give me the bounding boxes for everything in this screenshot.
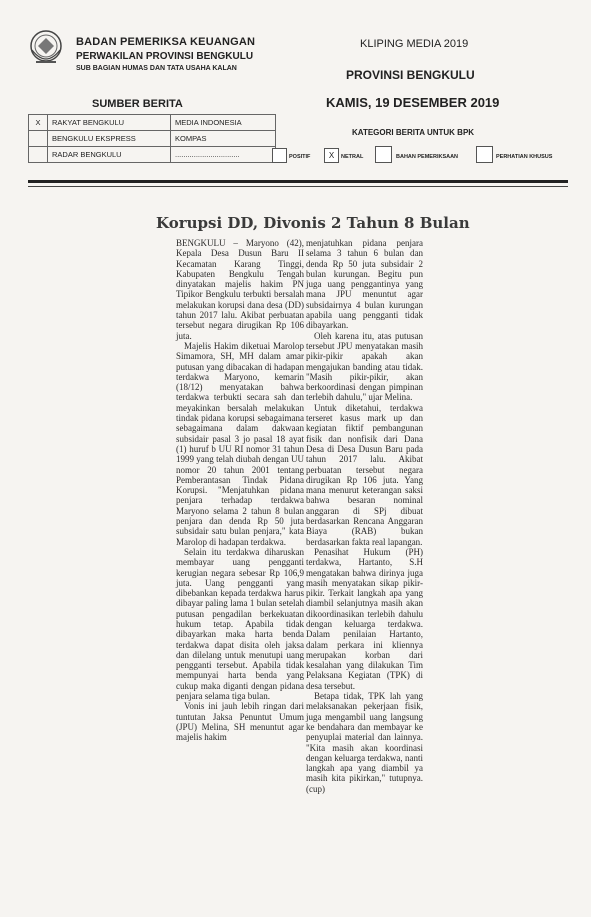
article-paragraph: BENGKULU – Maryono (42), Kepala Desa Dusun Baru II Kecamatan Karang Tinggi, Kabupaten Bengkulu Tengah dinyatakan majelis hakim PN Tipikor Bengkulu terbukti bersalah melakukan korupsi dana desa (DD) tahun 2017 lalu. Akibat perbuatan tersebut negara dirugikan Rp 106 juta. [176,238,304,341]
source-row [29,115,276,131]
article-paragraph: menjatuhkan pidana penjara selama 3 tahun 6 bulan dan denda Rp 50 juta subsidair 2 bulan kurungan. Begitu pun juga uang penggantinya yang mana JPU menuntut agar subsidairnya 4 bulan kurungan apabila uang pengganti tidak dibayarkan. [306,238,423,331]
source-left: BENGKULU EKSPRESS [48,131,171,147]
article-paragraph: Betapa tidak, TPK lah yang melaksanakan pekerjaan fisik, juga mengambil uang langsung ke bendahara dan membayar ke penyuplai material dan lainnya. "Kita masih akan koordinasi dengan keluarga terdakwa, nanti langkah apa yang diambil ya masih kita pikirkan," tutupnya.(cup) [306,691,423,794]
divider-thin [28,186,568,187]
org-branch: PERWAKILAN PROVINSI BENGKULU [76,51,254,62]
source-row [29,131,276,147]
category-checkbox-netral[interactable]: X [324,148,339,163]
article-paragraph: Untuk diketahui, terdakwa terseret kasus mark up dan kegiatan fiktif pembangunan fisik dan nonfisik dari Dana Desa di Desa Dusun Baru pada tahun 2017 lalu. Akibat perbuatan tersebut negara dirugikan Rp 106 juta. Yang mana menurut keterangan saksi bahwa besaran nominal anggaran di SPj dibuat berdasarkan Rencana Anggaran Biaya (RAB) bukan berdasarkan fakta real lapangan. [306,402,423,547]
article-paragraph: Vonis ini jauh lebih ringan dari tuntutan Jaksa Penuntut Umum (JPU) Melina, SH menuntut agar majelis hakim [176,701,304,743]
source-table [28,114,276,163]
source-mark[interactable]: X [29,115,48,131]
category-label-positif: POSITIF [289,154,311,160]
sumber-title: SUMBER BERITA [92,98,183,110]
source-right: ............................... [171,147,276,163]
source-left: RADAR BENGKULU [48,147,171,163]
source-mark[interactable] [29,131,48,147]
source-row [29,147,276,163]
category-checkbox-positif[interactable] [272,148,287,163]
article-column-right [306,238,423,794]
source-left: RAKYAT BENGKULU [48,115,171,131]
source-right: KOMPAS [171,131,276,147]
date-label: KAMIS, 19 DESEMBER 2019 [326,95,500,110]
category-checkbox-bahan[interactable] [375,146,392,163]
category-label-perhatian: PERHATIAN KHUSUS [496,154,553,160]
bpk-logo-icon [28,28,64,70]
article-paragraph: Majelis Hakim diketuai Marolop Simamora, SH, MH dalam amar putusan yang dibacakan di hadapan terdakwa Maryono, kemarin (18/12) menyatakan bahwa terdakwa terbukti secara sah dan meyakinkan bersalah melakukan tindak pidana korupsi sebagaimana sebagaimana dalam dakwaan subsidair pasal 3 jo pasal 18 ayat (1) huruf b UU RI nomor 31 tahun 1999 yang telah diubah dengan UU nomor 20 tahun 2001 tentang Pemberantasan Tindak Pidana Korupsi. "Menjatuhkan pidana penjara terhadap terdakwa Maryono selama 2 tahun 8 bulan penjara dan denda Rp 50 juta subsidair satu bulan penjara," kata Marolop di hadapan terdakwa. [176,340,304,547]
source-right: MEDIA INDONESIA [171,115,276,131]
category-label-netral: NETRAL [341,154,364,160]
org-name: BADAN PEMERIKSA KEUANGAN [76,36,256,48]
article-paragraph: Penasihat Hukum (PH) terdakwa, Hartanto, S.H mengatakan bahwa dirinya juga masih menyatakan sikap pikir-pikir. Terkait langkah apa yang diambil selanjutnya masih akan dikoordinasikan terlebih dahulu dengan keluarga terdakwa. Dalam penilaian Hartanto, dalam perkara ini kliennya merupakan korban dari kesalahan yang dilakukan Tim Pelaksana Kegiatan (TPK) di desa tersebut. [306,546,423,691]
article-paragraph: Selain itu terdakwa diharuskan membayar uang pengganti kerugian negara sebesar Rp 106,9 juta. Uang pengganti yang dibebankan kepada terdakwa harus dibayar paling lama 1 bulan setelah putusan pengadilan berkekuatan hukum tetap. Apabila tidak dibayarkan maka harta benda terdakwa dapat disita oleh jaksa dan dilelang untuk menutupi uang pengganti tersebut. Apabila tidak mempunyai harta benda yang cukup maka diganti dengan pidana penjara selama tiga bulan. [176,546,304,702]
article-title: Korupsi DD, Divonis 2 Tahun 8 Bulan [156,214,470,232]
divider-thick [28,180,568,183]
kliping-label: KLIPING MEDIA 2019 [360,38,469,50]
category-checkbox-perhatian[interactable] [476,146,493,163]
kategori-title: KATEGORI BERITA UNTUK BPK [352,128,475,137]
province-label: PROVINSI BENGKULU [346,68,475,82]
org-unit: SUB BAGIAN HUMAS DAN TATA USAHA KALAN [76,65,237,72]
category-label-bahan: BAHAN PEMERIKSAAN [396,154,459,160]
article-column-left [176,238,304,743]
source-mark[interactable] [29,147,48,163]
article-paragraph: Oleh karena itu, atas putusan tersebut JPU menyatakan masih pikir-pikir apakah akan mengajukan banding atau tidak. "Masih pikir-pikir, akan berkoordinasi dengan pimpinan terlebih dahulu," ujar Melina. [306,330,423,403]
